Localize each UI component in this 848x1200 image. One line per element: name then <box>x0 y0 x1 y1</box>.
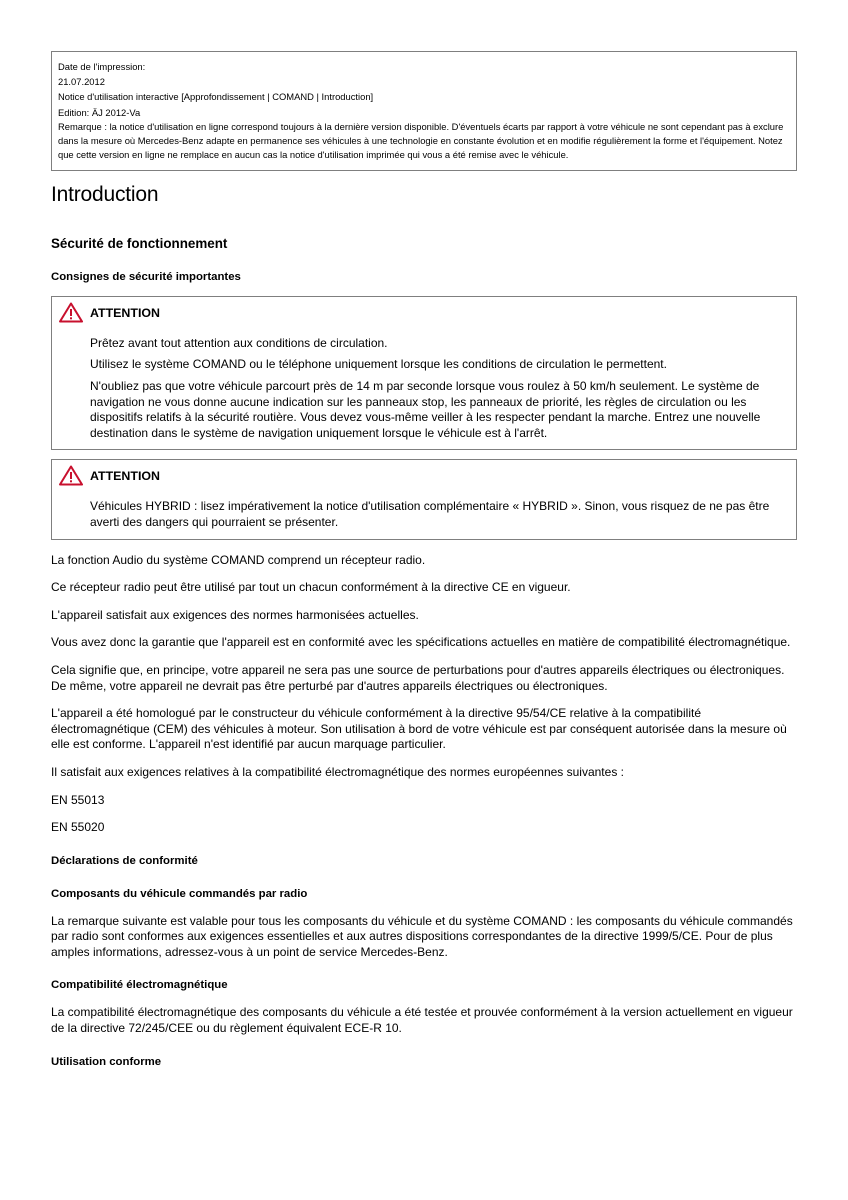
warning-box <box>51 459 797 539</box>
body-paragraph: Cela signifie que, en principe, votre appareil ne sera pas une source de perturbations pour d'autres appareils électriques ou électroniques. De même, votre appareil ne devrait pas être perturbé par d'autres appareils électriques ou électroniques. <box>51 662 785 693</box>
warning-triangle-icon <box>59 465 83 486</box>
subsection-heading-radio-components: Composants du véhicule commandés par radio <box>51 887 308 900</box>
warning-title: ATTENTION <box>90 305 160 320</box>
subsection-heading-declarations: Déclarations de conformité <box>51 854 198 867</box>
print-date-label: Date de l'impression: <box>58 61 146 72</box>
subsection-heading-safety-notes: Consignes de sécurité importantes <box>51 270 241 283</box>
warning-box <box>51 296 797 451</box>
document-page <box>51 51 797 1070</box>
body-paragraph: La compatibilité électromagnétique des composants du véhicule a été testée et prouvée conformément à la version actuellement en vigueur de la directive 72/245/CEE ou du règlement équivalent ECE-R 10. <box>51 1005 793 1036</box>
standard-en-55020: EN 55020 <box>51 820 105 835</box>
edition: Edition: ÄJ 2012-Va <box>58 106 141 118</box>
standard-en-55013: EN 55013 <box>51 792 105 807</box>
warning-text: Utilisez le système COMAND ou le téléphone uniquement lorsque les conditions de circulation le permettent. <box>90 357 667 372</box>
page-title: Introduction <box>51 182 159 206</box>
section-heading-operational-safety: Sécurité de fonctionnement <box>51 235 228 251</box>
subsection-heading-intended-use: Utilisation conforme <box>51 1055 162 1068</box>
body-paragraph: La fonction Audio du système COMAND comprend un récepteur radio. <box>51 552 426 567</box>
body-paragraph: L'appareil a été homologué par le constructeur du véhicule conformément à la directive 95/54/CE relative à la compatibilité électromagnétique (CEM) des véhicules à moteur. Son utilisation à bord de votre véhicule est par conséquent autorisée dans la mesure où elle est conforme. L'appareil n'est identifié par aucun marquage particulier. <box>51 706 787 752</box>
body-paragraph: Ce récepteur radio peut être utilisé par tout un chacun conformément à la directive CE en vigueur. <box>51 580 571 595</box>
print-date: 21.07.2012 <box>58 76 105 88</box>
body-paragraph: Vous avez donc la garantie que l'appareil est en conformité avec les spécifications actuelles en matière de compatibilité électromagnétique. <box>51 635 791 650</box>
notice-title: Notice d'utilisation interactive [Approfondissement | COMAND | Introduction] <box>58 91 374 103</box>
print-info-box <box>51 51 797 171</box>
warning-title: ATTENTION <box>90 469 160 484</box>
body-paragraph: Il satisfait aux exigences relatives à la compatibilité électromagnétique des normes européennes suivantes : <box>51 764 624 779</box>
subsection-heading-emc: Compatibilité électromagnétique <box>51 979 228 992</box>
warning-triangle-icon <box>59 302 83 323</box>
warning-text: Véhicules HYBRID : lisez impérativement la notice d'utilisation complémentaire « HYBRID ». Sinon, vous risquez de ne pas être averti des dangers qui pourraient se présenter. <box>90 499 770 529</box>
body-paragraph: L'appareil satisfait aux exigences des normes harmonisées actuelles. <box>51 607 419 622</box>
remark-text: Remarque : la notice d'utilisation en ligne correspond toujours à la dernière version disponible. D'éventuels écarts par rapport à votre véhicule ne sont cependant pas à exclure dans la mesure où Mercedes-Benz adapte en permanence ses véhicules à une technologie en constante évolution et en modifie régulièrement la forme et l'équipement. Notez que cette version en ligne ne remplace en aucun cas la notice d'utilisation imprimée qui vous a été remise avec le véhicule. <box>58 120 784 160</box>
warning-text: Prêtez avant tout attention aux conditions de circulation. <box>90 335 388 350</box>
warning-text: N'oubliez pas que votre véhicule parcourt près de 14 m par seconde lorsque vous roulez à 50 km/h seulement. Le système de navigation ne vous donne aucune indication sur les panneaux stop, les panneaux de priorité, les règles de circulation ou les dispositifs relatifs à la sécurité routière. Vous devez vous-même veiller à les respecter pendant la marche. Entrez une nouvelle destination dans le système de navigation uniquement lorsque le véhicule est à l'arrêt. <box>90 379 761 440</box>
body-paragraph: La remarque suivante est valable pour tous les composants du véhicule et du système COMAND : les composants du véhicule commandés par radio sont conformes aux exigences essentielles et aux autres dispositions correspondantes de la directive 1999/5/CE. Pour de plus amples informations, adressez-vous à un point de service Mercedes-Benz. <box>51 913 793 959</box>
